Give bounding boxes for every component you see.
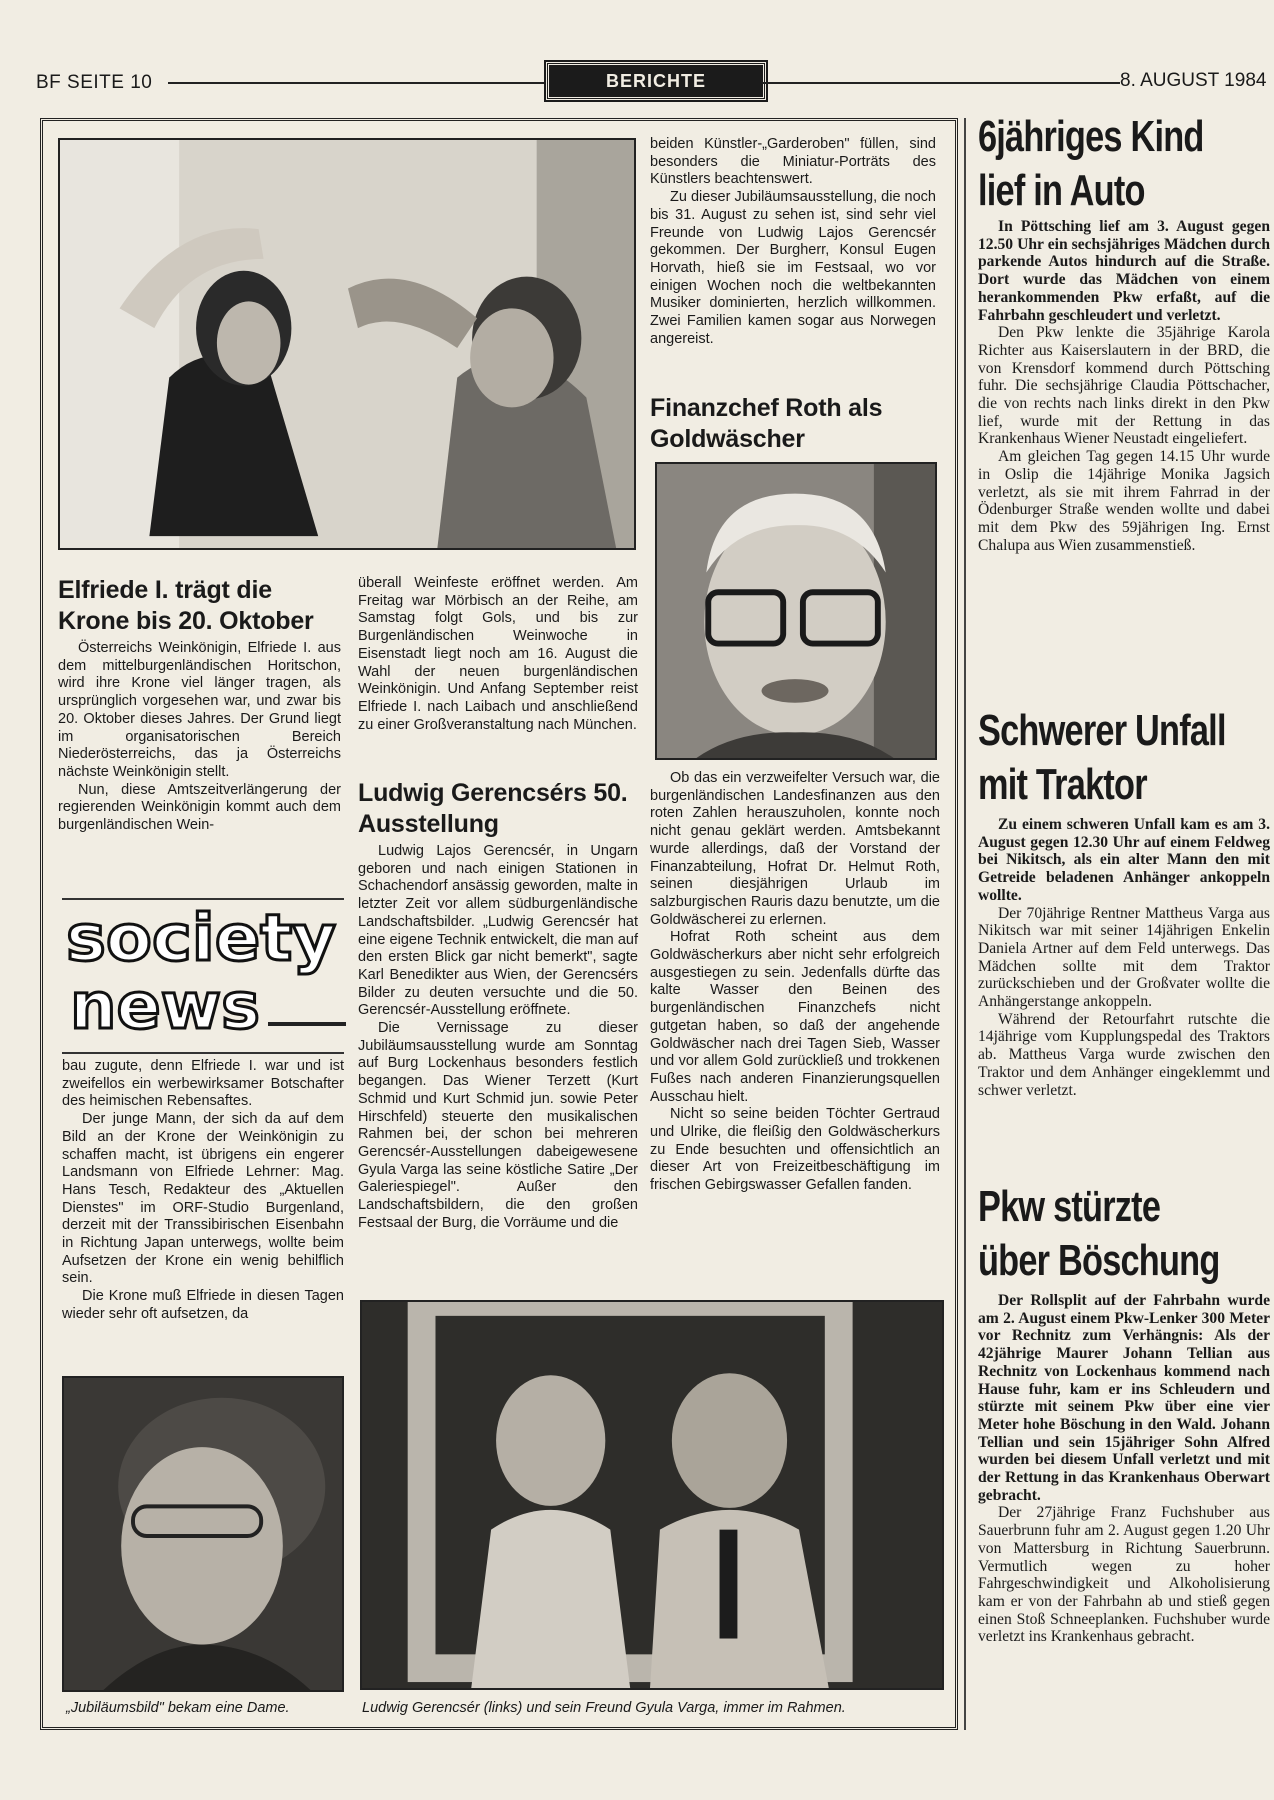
article-ludwig-col1 [358,843,638,1232]
paragraph: Nicht so seine beiden Töchter Gertraud und Ulrike, die fleißig den Goldwäscherkurs zu Ende besuchten und offensichtlich an dieser Art von Freizeitbeschäftigung im frischen Gebirgswasser Gefallen fanden. [650,1106,940,1194]
photo-crowning [58,138,636,550]
article-ludwig-col2 [650,136,936,348]
paragraph: überall Weinfeste eröffnet werden. Am Freitag war Mörbisch an der Reihe, am Samstag folgt Gols, und bis zur Burgenländischen Weinwoche in Eisenstadt liegt noch am 16. August die Wahl der neuen burgenländischen Weinkönigin. Und Anfang September reist Elfriede I. nach Laibach und anschließend zu einer Großveranstaltung nach München. [358,575,638,733]
paragraph: Ob das ein verzweifelter Versuch war, die burgenländischen Landesfinanzen aus den roten Zahlen herauszuholen, konnte noch nicht genau geklärt werden. Amtsbekannt wurde allerdings, daß der Vorstand der Finanzabteilung, Hofrat Dr. Helmut Roth, seinen diesjährigen Urlaub im salzburgischen Rauris dazu benutzte, um die Goldwäscherei zu erlernen. [650,770,940,928]
header-rule-right [762,82,1120,84]
paragraph: beiden Künstler-„Garderoben" füllen, sind besonders die Miniatur-Porträts des Künstlers beachtenswert. [650,136,936,188]
photo-lady [62,1376,344,1692]
headline-kind-1: 6jähriges Kind [978,112,1204,161]
article-roth-text [650,770,940,1195]
paragraph: Hofrat Roth scheint aus dem Goldwäscherkurs aber nicht sehr erfolgreich ausgestiegen zu sein. Jedenfalls dürfte das kalte Wasser den Beinen des burgenländischen Finanzchefs nicht gutgetan haben, so daß der angehende Goldwäscher nach drei Tagen Sieb, Wasser und vor allem Gold zurückließ und trokkenen Fußes nach anderen Finanzierungsquellen Ausschau hielt. [650,929,940,1105]
paragraph: Der Rollsplit auf der Fahrbahn wurde am 2. August einem Pkw-Lenker 300 Meter vor Rechnitz zum Verhängnis: Als der 42jährige Maurer Johann Tellian aus Rechnitz von Lockenhaus kommend nach Hause fuhr, kam er ins Schleudern und stürzte mit seinem Pkw über eine vier Meter hohe Böschung in den Wald. Johann Tellian und sein 15jähriger Sohn Alfred wurden bei diesem Unfall verletzt und mit der Rettung in das Krankenhaus Oberwart gebracht. [978,1292,1270,1504]
article-elfriede-col2 [358,575,638,734]
paragraph: bau zugute, denn Elfriede I. war und ist zweifellos ein werbewirksamer Botschafter des heimischen Rebensaftes. [62,1058,344,1110]
caption-rahmen: Ludwig Gerencsér (links) und sein Freund Gyula Varga, immer im Rahmen. [362,1700,846,1716]
paragraph: Ludwig Lajos Gerencsér, in Ungarn geboren und nach einigen Stationen in Schachendorf ansässig geworden, malte in letzter Zeit vor allem südburgenländische Landschaftsbilder. „Ludwig Gerencsér hat eine eigene Technik entwickelt, die man auf den ersten Blick gar nicht bemerkt", sagte Karl Benedikter aus Wien, der Gerencsérs Bilder zu deuten versuchte und die 50. Gerencsér-Ausstellung eröffnete. [358,843,638,1019]
caption-dame: „Jubiläumsbild" bekam eine Dame. [66,1700,290,1716]
article-elfriede-col1b [62,1058,344,1324]
photo-gerencser-varga [360,1300,944,1690]
photo-roth [655,462,937,760]
paragraph: Nun, diese Amtszeitverlängerung der regierenden Weinkönigin kommt auch dem burgenländischen Wein- [58,781,341,834]
section-badge: BERICHTE [546,62,766,100]
headline-pkw-2: über Böschung [978,1236,1220,1285]
paragraph: In Pöttsching lief am 3. August gegen 12.50 Uhr ein sechsjähriges Mädchen durch parkende Autos hindurch auf die Straße. Dort wurde das Mädchen von einem herankommenden Pkw erfaßt, auf die Fahrbahn geschleudert und verletzt. [978,218,1270,324]
society-news-logo [62,898,352,1040]
paragraph: Die Vernissage zu dieser Jubiläumsausstellung wurde am Sonntag auf Burg Lockenhaus besonders festlich begangen. Das Wiener Terzett (Kurt Schmid und Kurt Schmid jun. sowie Peter Hirschfeld) steuerte den musikalischen Rahmen bei, der schon bei mehreren Gerencsér-Ausstellungen dabeigewesene Gyula Varga las seine köstliche Satire „Der Galeriespiegel". Außer den Landschaftsbildern, die den großen Festsaal der Burg, die Vorräume und die [358,1020,638,1231]
article-pkw-text [978,1292,1270,1646]
paragraph: Der 70jährige Rentner Mattheus Varga aus Nikitsch war mit seiner 14jährigen Enkelin Daniela Artner auf dem Feld unterwegs. Das Mädchen sollte mit dem Traktor zurückschieben und der Großvater wollte die Anhängerstange ankoppeln. [978,904,1270,1011]
page-number: BF SEITE 10 [36,72,153,93]
headline-ludwig: Ludwig Gerencsérs 50. Ausstellung [358,779,628,838]
headline-pkw-1: Pkw stürzte [978,1182,1161,1231]
paragraph: Am gleichen Tag gegen 14.15 Uhr wurde in Oslip die 14jährige Monika Jagsich verletzt, als sie mit ihrem Fahrrad in der Ödenburger Straße wenden wollte und dabei mit dem Pkw des 59jährigen Ing. Ernst Chalupa aus Wien zusammenstieß. [978,448,1270,554]
paragraph: Zu einem schweren Unfall kam es am 3. August gegen 12.30 Uhr auf einem Feldweg bei Nikitsch, als ein alter Mann den mit Getreide beladenen Anhänger ankoppeln wollte. [978,816,1270,904]
column-divider [964,118,966,1730]
article-traktor-text [978,816,1270,1099]
logo-rule-bottom [62,1052,344,1054]
headline-roth: Finanzchef Roth als Goldwäscher [650,394,883,453]
paragraph: Der junge Mann, der sich da auf dem Bild an der Krone der Weinkönigin zu schaffen macht, ist übrigens ein engerer Landsmann von Elfriede Lehrner: Mag. Hans Tesch, Redakteur des „Aktuellen Dienstes" im ORF-Studio Burgenland, derzeit mit der Transsibirischen Eisenbahn in Richtung Japan unterwegs, wollte beim Aufsetzen der Krone ein wenig behilflich sein. [62,1111,344,1287]
article-kind-text [978,218,1270,554]
headline-traktor-2: mit Traktor [978,760,1147,809]
paragraph: Zu dieser Jubiläumsausstellung, die noch bis 31. August zu sehen ist, sind sehr viel Freunde von Ludwig Lajos Gerencsér gekommen. Der Burgherr, Konsul Eugen Horvath, hieß sie im Festsaal, wo vor einigen Wochen noch die weltbekannten Musiker dominierten, herzlich willkommen. Zwei Familien kamen sogar aus Norwegen angereist. [650,189,936,347]
headline-traktor-1: Schwerer Unfall [978,706,1226,755]
paragraph: Der 27jährige Franz Fuchshuber aus Sauerbrunn fuhr am 2. August gegen 1.20 Uhr von Mattersburg in Richtung Sauerbrunn. Vermutlich wegen zu hoher Fahrgeschwindigkeit und Alkoholisierung kam er von der Fahrbahn ab und stieß gegen einen Stoß Schneeplanken. Fuchshuber wurde verletzt ins Krankenhaus gebracht. [978,1504,1270,1646]
issue-date: 8. AUGUST 1984 [1120,70,1267,91]
headline-elfriede: Elfriede I. trägt die Krone bis 20. Oktober [58,576,314,635]
header-rule-left [168,82,545,84]
paragraph: Österreichs Weinkönigin, Elfriede I. aus dem mittelburgenländischen Horitschon, wird ihre Krone viel länger tragen, als ursprünglich vorgesehen war, und zwar bis 20. Oktober dieses Jahres. Der Grund liegt im organisatorischen Bereich Niederösterreichs, das ja Österreichs nächste Weinkönigin stellt. [58,640,341,780]
paragraph: Während der Retourfahrt rutschte die 14jährige vom Kupplungspedal des Traktors ab. Mattheus Varga wurde zwischen den Traktor und dem Anhänger eingeklemmt und schwer verletzt. [978,1010,1270,1099]
right-column [978,110,1274,1800]
article-elfriede-col1 [58,640,341,835]
headline-kind-2: lief in Auto [978,166,1145,215]
paragraph: Die Krone muß Elfriede in diesen Tagen wieder sehr oft aufsetzen, da [62,1288,344,1322]
paragraph: Den Pkw lenkte die 35jährige Karola Richter aus Kaiserslautern in der BRD, die von Krensdorf kommend durch Pöttsching fuhr. Die sechsjährige Claudia Pöttschacher, die von rechts nach links direkt in den Pkw lief, wurde mit der Rettung in das Krankenhaus Wiener Neustadt eingeliefert. [978,324,1270,448]
logo-line-news: news [70,970,260,1040]
logo-line-society: society [66,902,336,976]
